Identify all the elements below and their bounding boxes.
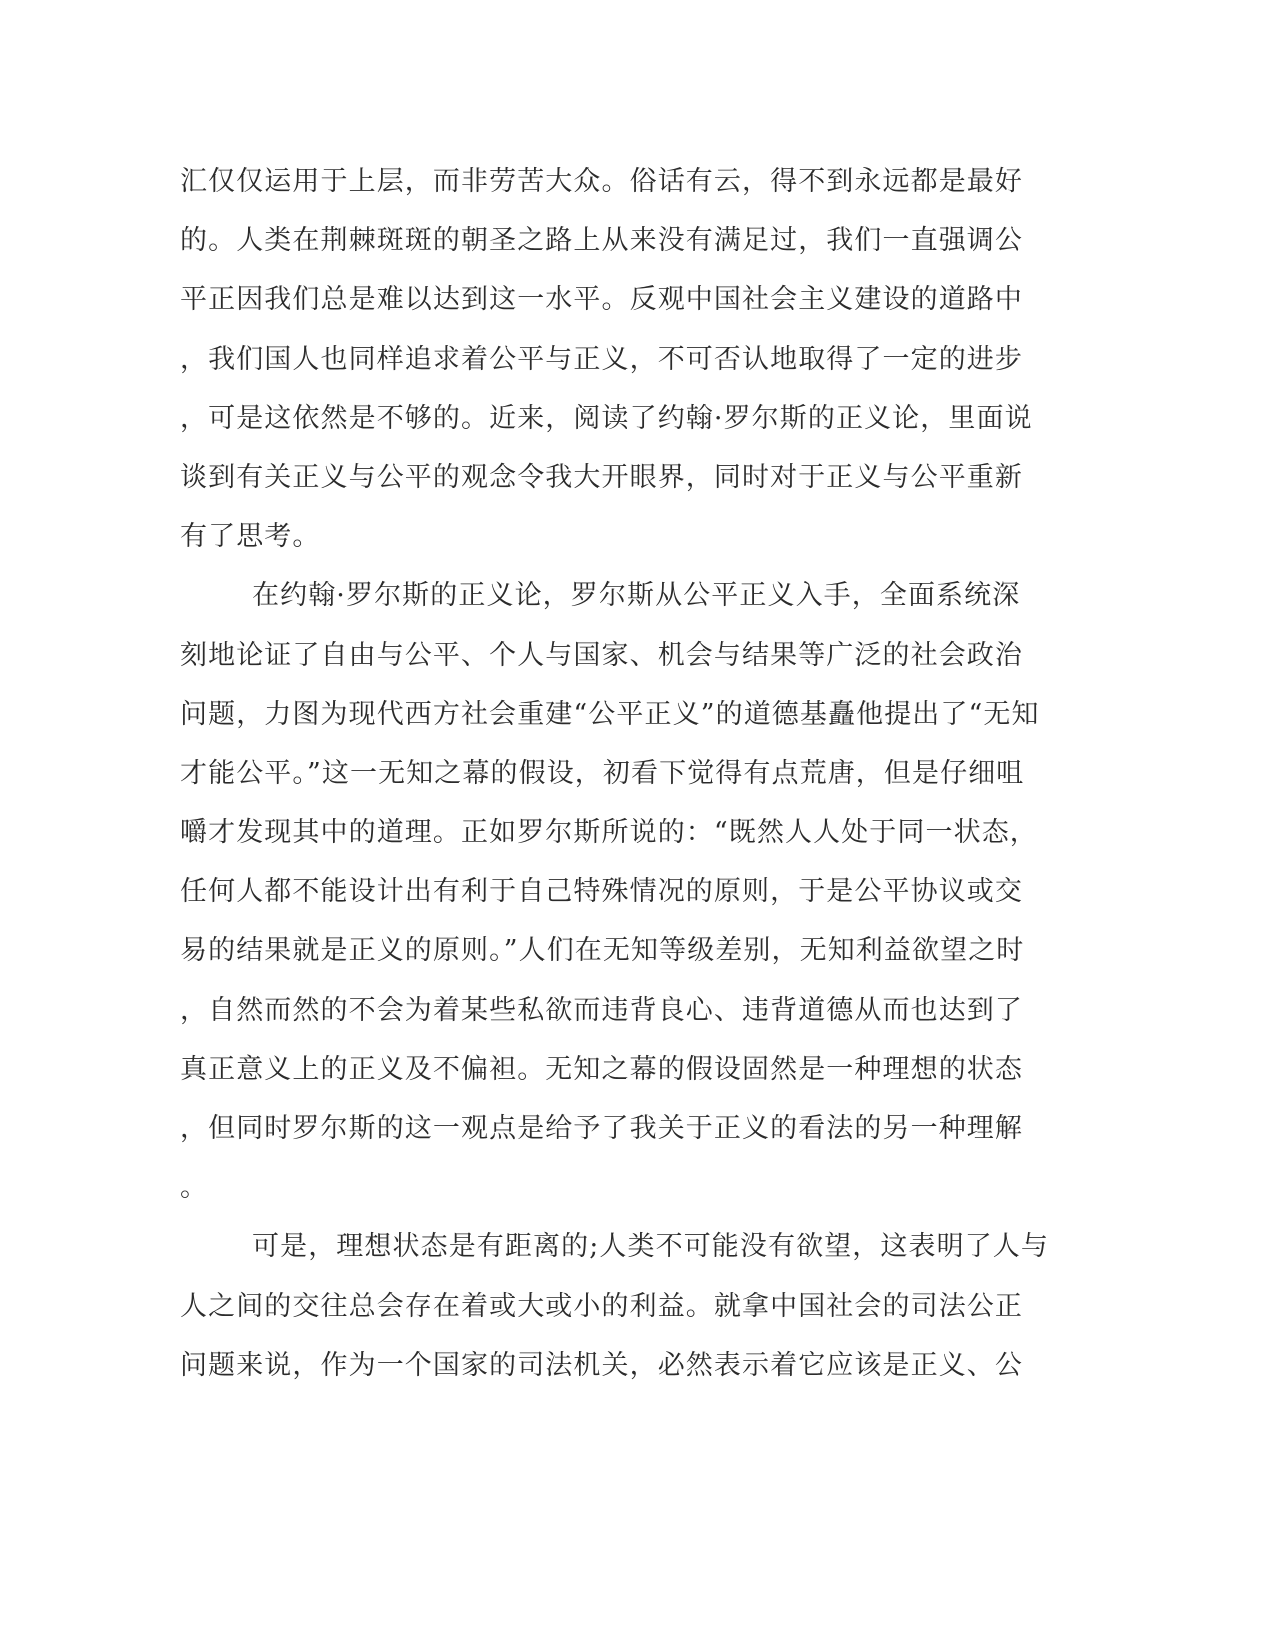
text-line: 才能公平。”这一无知之幕的假设，初看下觉得有点荒唐，但是仔细咀 bbox=[180, 757, 1025, 789]
text-line: ，我们国人也同样追求着公平与正义，不可否认地取得了一定的进步 bbox=[180, 343, 1023, 375]
text-line: ，但同时罗尔斯的这一观点是给予了我关于正义的看法的另一种理解 bbox=[180, 1113, 1023, 1144]
paragraph-3 bbox=[180, 1217, 1060, 1395]
paragraph-2 bbox=[180, 566, 1060, 1217]
text-line: 可是，理想状态是有距离的;人类不可能没有欲望，这表明了人与 bbox=[252, 1231, 1049, 1263]
text-line: 易的结果就是正义的原则。”人们在无知等级差别，无知利益欲望之时 bbox=[180, 935, 1025, 967]
text-line: 在约翰·罗尔斯的正义论，罗尔斯从公平正义入手，全面系统深 bbox=[252, 580, 1021, 612]
text-line: 任何人都不能设计出有利于自己特殊情况的原则，于是公平协议或交 bbox=[180, 876, 1023, 908]
text-line: 问题，力图为现代西方社会重建“公平正义”的道德基矗他提出了“无知 bbox=[180, 698, 1040, 730]
text-line: 有了思考。 bbox=[180, 521, 321, 553]
text-line: 的。人类在荆棘斑斑的朝圣之路上从来没有满足过，我们一直强调公 bbox=[180, 225, 1023, 257]
text-line: 。 bbox=[180, 1172, 209, 1204]
text-line: 汇仅仅运用于上层，而非劳苦大众。俗话有云，得不到永远都是最好 bbox=[180, 166, 1023, 197]
text-line: 人之间的交往总会存在着或大或小的利益。就拿中国社会的司法公正 bbox=[180, 1290, 1023, 1322]
text-line: ，自然而然的不会为着某些私欲而违背良心、违背道德从而也达到了 bbox=[180, 994, 1023, 1026]
text-line: 真正意义上的正义及不偏袒。无知之幕的假设固然是一种理想的状态 bbox=[180, 1053, 1023, 1085]
text-line: 谈到有关正义与公平的观念令我大开眼界，同时对于正义与公平重新 bbox=[180, 461, 1023, 493]
text-line: ，可是这依然是不够的。近来，阅读了约翰·罗尔斯的正义论，里面说 bbox=[180, 402, 1033, 434]
text-line: 平正因我们总是难以达到这一水平。反观中国社会主义建设的道路中 bbox=[180, 284, 1023, 316]
text-line: 问题来说，作为一个国家的司法机关，必然表示着它应该是正义、公 bbox=[180, 1349, 1023, 1381]
paragraph-1 bbox=[180, 152, 1060, 566]
text-line: 刻地论证了自由与公平、个人与国家、机会与结果等广泛的社会政治 bbox=[180, 639, 1023, 671]
document-body bbox=[180, 152, 1060, 1395]
text-line: 嚼才发现其中的道理。正如罗尔斯所说的：“既然人人处于同一状态， bbox=[180, 817, 1038, 849]
